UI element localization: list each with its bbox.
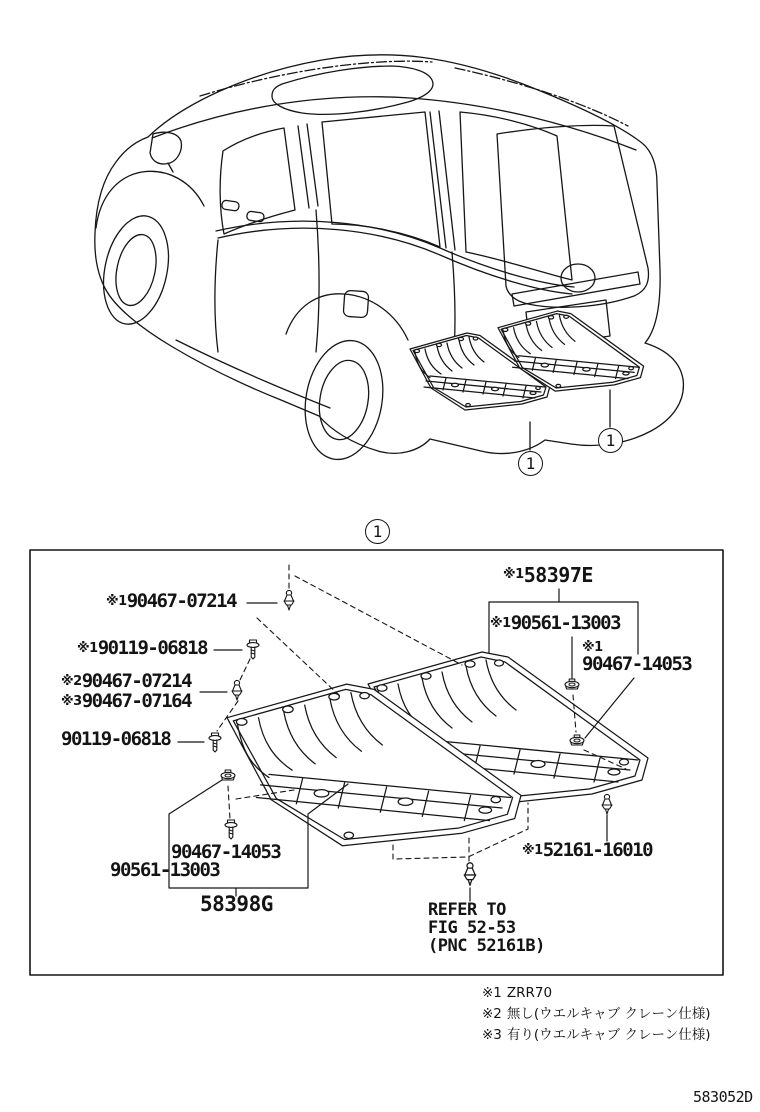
reference-note-line3: (PNC 52161B) (428, 936, 545, 956)
vehicle-illustration (94, 55, 683, 466)
callout-van-left: 1 (518, 451, 543, 476)
footnote-text: 有り(ウエルキャブ クレーン仕様) (506, 1027, 711, 1043)
footnote-marker: ※1 (482, 985, 502, 1001)
fastener-clip-90467-07214-b (232, 680, 242, 700)
footnote-3 (482, 1027, 710, 1043)
van-body-outline (95, 55, 684, 454)
label-clip-top (106, 592, 236, 611)
label-clip-mid-a (61, 672, 191, 691)
label-clip-bottom (522, 841, 652, 860)
footnote-marker: ※1 (582, 640, 603, 655)
part-number: 90119-06818 (61, 728, 171, 750)
detail-plates (227, 652, 648, 846)
fastener-clip-52161-16010 (602, 794, 612, 814)
fastener-screw-90119-06818-lower (209, 733, 221, 752)
reference-note-line1: REFER TO (428, 900, 506, 920)
footnote-marker: ※1 (77, 641, 98, 656)
part-number: 58398G (200, 892, 273, 916)
callout-van-right: 1 (598, 428, 623, 453)
footnote-text: 無し(ウエルキャブ クレーン仕様) (506, 1006, 711, 1022)
part-number: 90561-13003 (510, 612, 621, 634)
part-number: 90467-14053 (582, 653, 692, 675)
footnote-marker: ※1 (503, 567, 524, 582)
part-number: 52161-16010 (542, 839, 653, 861)
part-number: 90467-07164 (81, 690, 192, 712)
footnote-marker: ※2 (61, 674, 82, 689)
label-grommet-right (582, 641, 691, 674)
label-cover-left (200, 894, 273, 915)
fastener-clip-refer (464, 863, 476, 886)
footnote-marker: ※1 (490, 616, 511, 631)
fastener-screw-90467-14053-left (225, 820, 237, 839)
part-number: 90561-13003 (110, 859, 220, 881)
part-number: 90467-14053 (171, 841, 281, 863)
footnote-marker: ※2 (482, 1006, 502, 1022)
fastener-screw-90119-06818-upper (247, 640, 259, 659)
fastener-grommet-90561-13003-left (221, 770, 235, 780)
footnote-marker: ※3 (61, 694, 82, 709)
reference-note (428, 901, 545, 955)
footnote-marker: ※1 (522, 843, 543, 858)
footnote-marker: ※1 (106, 594, 127, 609)
callout-box: 1 (365, 519, 390, 544)
part-number: 90119-06818 (97, 637, 208, 659)
part-number: 90467-07214 (81, 670, 192, 692)
footnote-2 (482, 1006, 710, 1022)
footnote-text: ZRR70 (506, 985, 553, 1001)
label-nut-left (110, 861, 219, 880)
label-nut-right (490, 614, 620, 633)
footnote-1 (482, 985, 552, 1001)
label-screw-lower (61, 730, 170, 749)
reference-note-line2: FIG 52-53 (428, 918, 516, 938)
label-grommet-upper (77, 639, 207, 658)
part-number: 90467-07214 (126, 590, 237, 612)
part-number: 58397E (523, 563, 593, 587)
label-clip-mid-b (61, 692, 191, 711)
footnote-marker: ※3 (482, 1027, 502, 1043)
fastener-clip-90467-07214 (284, 590, 294, 610)
fastener-grommet-90561-13003-right (565, 679, 579, 689)
label-cover-right (503, 565, 593, 585)
drawing-code: 583052D (693, 1088, 753, 1106)
